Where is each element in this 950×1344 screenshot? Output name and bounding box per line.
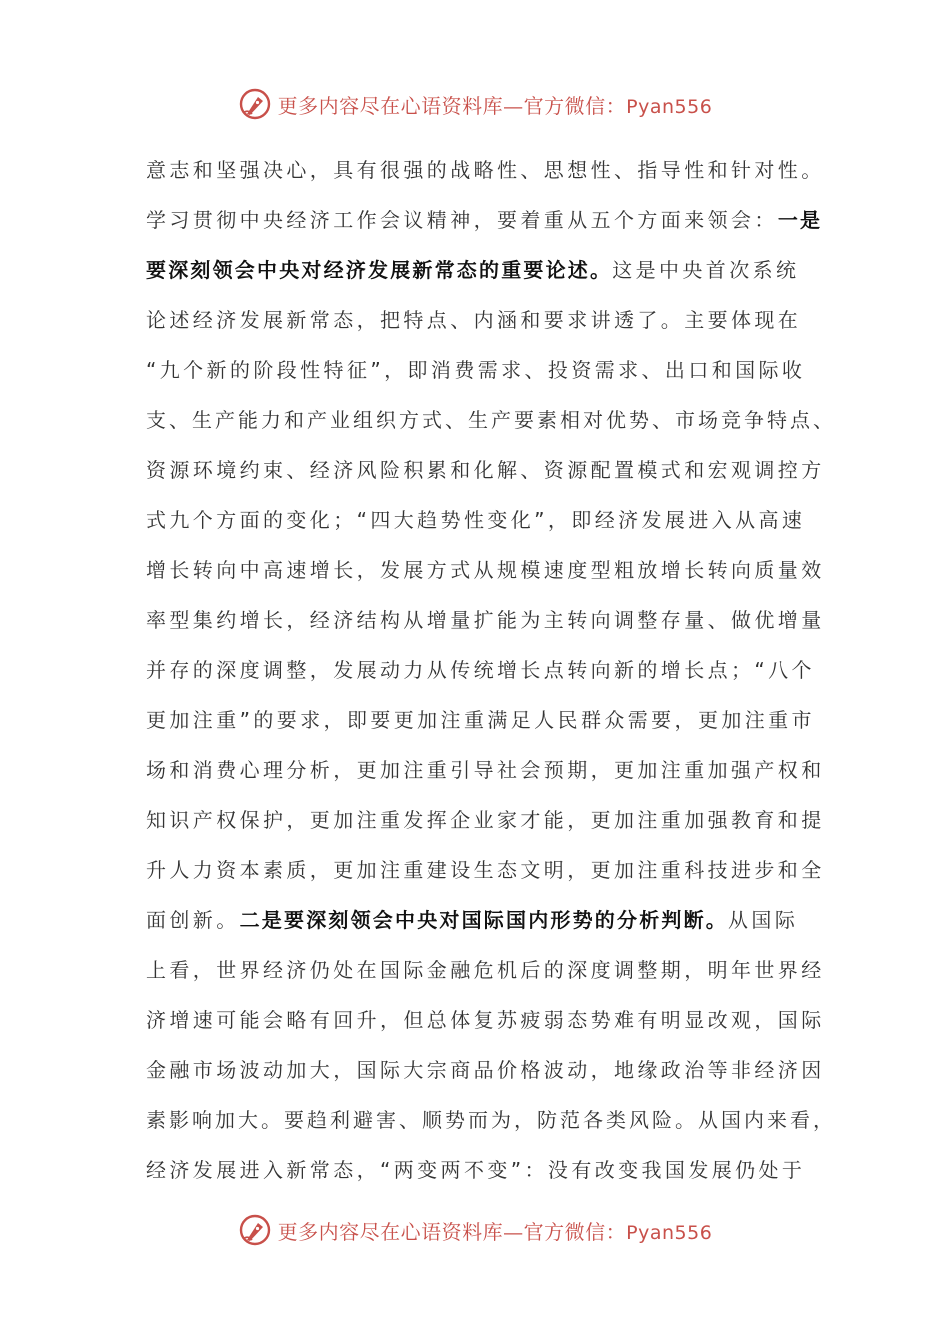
text-line (146, 347, 826, 397)
text-line (146, 897, 826, 947)
text-line (146, 1147, 826, 1197)
text-line (146, 847, 826, 897)
text-segment: 这是中央首次系统 (612, 258, 800, 282)
text-segment: 更加注重”的要求，即要更加注重满足人民群众需要，更加注重市 (146, 708, 815, 732)
bold-text-segment: 要深刻领会中央对经济发展新常态的重要论述。 (146, 258, 613, 282)
text-line (146, 197, 826, 247)
text-segment: 场和消费心理分析，更加注重引导社会预期，更加注重加强产权和 (146, 758, 825, 782)
pen-nib-circle-icon (238, 1213, 272, 1247)
text-segment: 经济发展进入新常态，“两变两不变”：没有改变我国发展仍处于 (146, 1158, 806, 1182)
text-line (146, 747, 826, 797)
bold-text-segment: 一是 (777, 208, 823, 232)
banner-text (278, 90, 713, 119)
wechat-id: Pyan556 (626, 1221, 713, 1244)
text-line (146, 1047, 826, 1097)
text-segment: 济增速可能会略有回升，但总体复苏疲弱态势难有明显改观，国际 (146, 1008, 825, 1032)
text-line (146, 997, 826, 1047)
text-segment: 升人力资本素质，更加注重建设生态文明，更加注重科技进步和全 (146, 858, 825, 882)
text-line (146, 297, 826, 347)
text-line (146, 497, 826, 547)
header-banner (0, 84, 950, 124)
banner-prefix: 更多内容尽在心语资料库—官方微信： (277, 1219, 627, 1244)
text-line (146, 1097, 836, 1147)
text-line (146, 597, 826, 647)
text-segment: 论述经济发展新常态，把特点、内涵和要求讲透了。主要体现在 (146, 308, 802, 332)
text-line (146, 547, 826, 597)
text-segment: 金融市场波动加大，国际大宗商品价格波动，地缘政治等非经济因 (146, 1058, 825, 1082)
text-line (146, 397, 836, 447)
pen-nib-circle-icon (238, 87, 272, 121)
text-segment: 学习贯彻中央经济工作会议精神，要着重从五个方面来领会： (146, 208, 778, 232)
text-line (146, 147, 826, 197)
text-segment: 素影响加大。要趋利避害、顺势而为，防范各类风险。从国内来看， (146, 1108, 836, 1132)
text-segment: 从国际 (728, 908, 799, 932)
text-segment: 上看，世界经济仍处在国际金融危机后的深度调整期，明年世界经 (146, 958, 825, 982)
banner-prefix: 更多内容尽在心语资料库—官方微信： (277, 93, 627, 118)
banner-text (278, 1216, 713, 1245)
text-segment: 知识产权保护，更加注重发挥企业家才能，更加注重加强教育和提 (146, 808, 825, 832)
text-segment: “九个新的阶段性特征”，即消费需求、投资需求、出口和国际收 (146, 358, 806, 382)
text-line (146, 247, 826, 297)
bold-text-segment: 二是要深刻领会中央对国际国内形势的分析判断。 (239, 908, 729, 932)
text-segment: 资源环境约束、经济风险积累和化解、资源配置模式和宏观调控方 (146, 458, 825, 482)
text-line (146, 797, 826, 847)
text-line (146, 647, 826, 697)
text-segment: 意志和坚强决心，具有很强的战略性、思想性、指导性和针对性。 (146, 158, 825, 182)
text-segment: 支、生产能力和产业组织方式、生产要素相对优势、市场竞争特点、 (146, 408, 836, 432)
wechat-id: Pyan556 (626, 95, 713, 118)
text-segment: 式九个方面的变化；“四大趋势性变化”，即经济发展进入从高速 (146, 508, 806, 532)
text-segment: 面创新。 (146, 908, 240, 932)
text-segment: 并存的深度调整，发展动力从传统增长点转向新的增长点；“八个 (146, 658, 815, 682)
text-line (146, 447, 826, 497)
footer-banner (0, 1210, 950, 1250)
text-line (146, 947, 826, 997)
text-line (146, 697, 826, 747)
document-body (146, 147, 836, 1197)
text-segment: 增长转向中高速增长，发展方式从规模速度型粗放增长转向质量效 (146, 558, 825, 582)
text-segment: 率型集约增长，经济结构从增量扩能为主转向调整存量、做优增量 (146, 608, 825, 632)
